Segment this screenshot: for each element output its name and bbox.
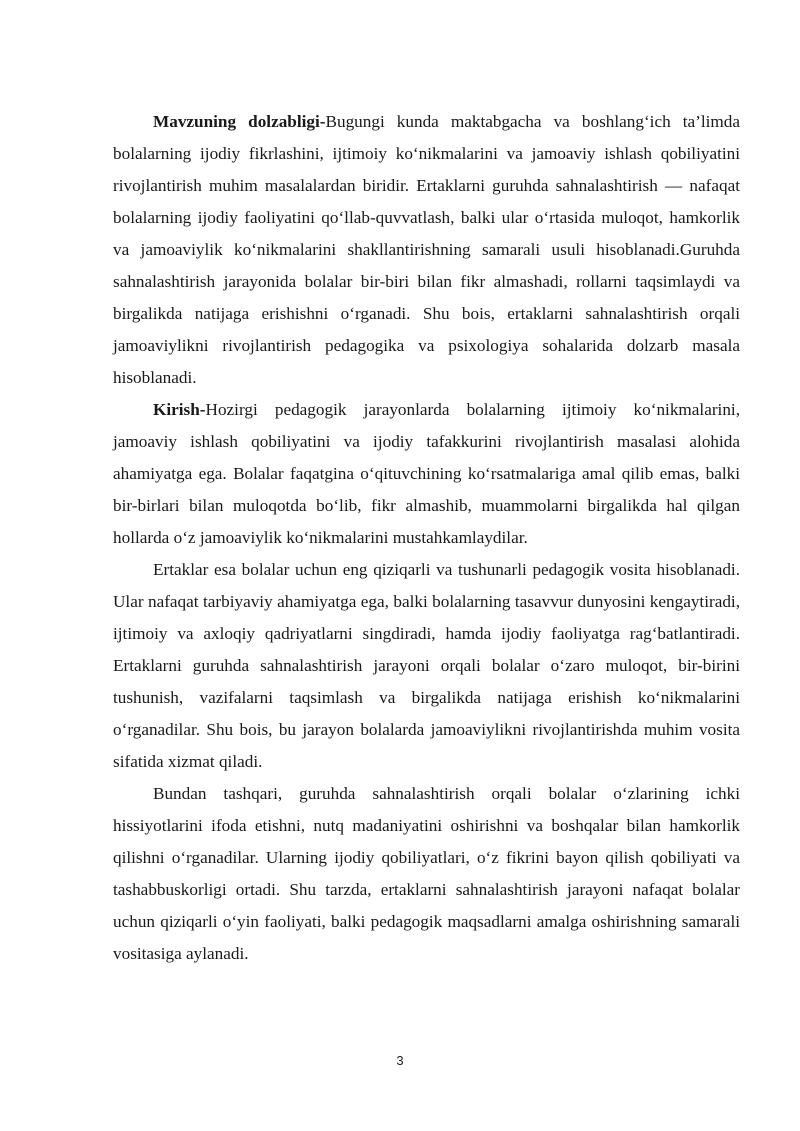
document-body (113, 106, 740, 970)
paragraph-text: Bugungi kunda maktabgacha va boshlang‘ich ta’limda bolalarning ijodiy fikrlashini, ijtimoiy ko‘nikmalarini va jamoaviy ishlash qobiliyatini rivojlantirish muhim masalalardan biridir. Ertaklarni guruhda sahnalashtirish — nafaqat bolalarning ijodiy faoliyatini qo‘llab-quvvatlash, balki ular o‘rtasida muloqot, hamkorlik va jamoaviylik ko‘nikmalarini shakllantirishning samarali usuli hisoblanadi.Guruhda sahnalashtirish jarayonida bolalar bir-biri bilan fikr almashadi, rollarni taqsimlaydi va birgalikda natijaga erishishni o‘rganadi. Shu bois, ertaklarni sahnalashtirish orqali jamoaviylikni rivojlantirish pedagogika va psixologiya sohalarida dolzarb masala hisoblanadi. (113, 112, 741, 387)
paragraph-heading-introduction: Kirish- (153, 400, 206, 419)
paragraph-text: Hozirgi pedagogik jarayonlarda bolalarning ijtimoiy ko‘nikmalarini, jamoaviy ishlash qobiliyatini va ijodiy tafakkurini rivojlantirish masalasi alohida ahamiyatga ega. Bolalar faqatgina o‘qituvchining ko‘rsatmalariga amal qilib emas, balki bir-birlari bilan muloqotda bo‘lib, fikr almashib, muammolarni birgalikda hal qilgan hollarda o‘z jamoaviylik ko‘nikmalarini mustahkamlaydilar. (113, 400, 740, 547)
paragraph-additionally (113, 778, 740, 970)
paragraph-heading-relevance: Mavzuning dolzabligi- (153, 112, 326, 131)
paragraph-text: Ertaklar esa bolalar uchun eng qiziqarli va tushunarli pedagogik vosita hisoblanadi. Ular nafaqat tarbiyaviy ahamiyatga ega, balki bolalarning tasavvur dunyosini kengaytiradi, ijtimoiy va axloqiy qadriyatlarni singdiradi, hamda ijodiy faoliyatga rag‘batlantiradi. Ertaklarni guruhda sahnalashtirish jarayoni orqali bolalar o‘zaro muloqot, bir-birini tushunish, vazifalarni taqsimlash va birgalikda natijaga erishish ko‘nikmalarini o‘rganadilar. Shu bois, bu jarayon bolalarda jamoaviylikni rivojlantirishda muhim vosita sifatida xizmat qiladi. (113, 560, 740, 771)
paragraph-relevance (113, 106, 740, 394)
page-number: 3 (396, 1053, 404, 1068)
paragraph-text: Bundan tashqari, guruhda sahnalashtirish orqali bolalar o‘zlarining ichki hissiyotlarini ifoda etishni, nutq madaniyatini oshirishni va boshqalar bilan hamkorlik qilishni o‘rganadilar. Ularning ijodiy qobiliyatlari, o‘z fikrini bayon qilish qobiliyati va tashabbuskorligi ortadi. Shu tarzda, ertaklarni sahnalashtirish jarayoni nafaqat bolalar uchun qiziqarli o‘yin faoliyati, balki pedagogik maqsadlarni amalga oshirishning samarali vositasiga aylanadi. (113, 784, 740, 963)
paragraph-introduction (113, 394, 740, 554)
paragraph-fairy-tales (113, 554, 740, 778)
